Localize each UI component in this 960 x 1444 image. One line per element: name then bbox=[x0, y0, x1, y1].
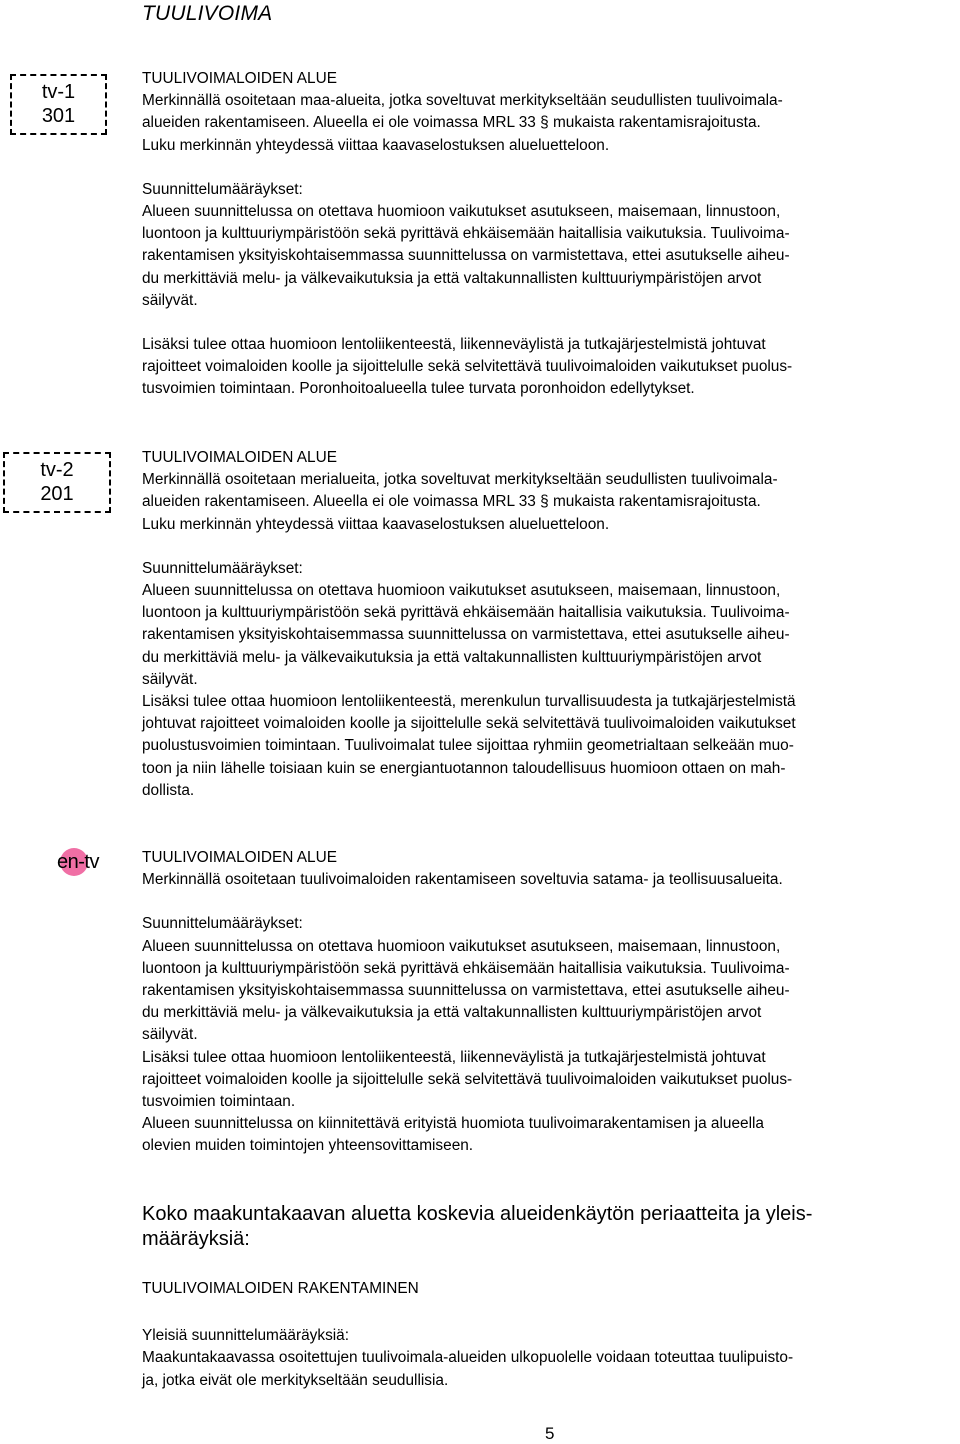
tv1-reg-line: du merkittäviä melu- ja välkevaikutuksia ja että valtakunnallisten kulttuuriympäristöjen arvot bbox=[142, 269, 762, 287]
tv1-line: Merkinnällä osoitetaan maa-alueita, jotka soveltuvat merkitykseltään seudullisten tuulivoimala- bbox=[142, 92, 783, 110]
entv-reg-line: luontoon ja kulttuuriympäristöön sekä pyrittävä ehkäisemään haitallisia vaikutuksia. Tuulivoima- bbox=[142, 959, 790, 977]
general-heading bbox=[142, 1202, 942, 1252]
tv1-regulations-label: Suunnittelumääräykset: bbox=[142, 180, 303, 198]
tv1-symbol bbox=[10, 74, 107, 135]
tv2-heading: TUULIVOIMALOIDEN ALUE bbox=[142, 449, 337, 466]
tv1-line: Luku merkinnän yhteydessä viittaa kaavaselostuksen alueluetteloon. bbox=[142, 136, 610, 154]
tv2-reg-line: säilyvät. bbox=[142, 670, 198, 688]
tv1-heading: TUULIVOIMALOIDEN ALUE bbox=[142, 70, 337, 87]
tv2-line: alueiden rakentamiseen. Alueella ei ole voimassa MRL 33 § mukaista rakentamisrajoitusta. bbox=[142, 493, 761, 511]
general-reg-line: ja, jotka eivät ole merkitykseltään seudullisia. bbox=[142, 1371, 449, 1389]
tv1-extra-line: rajoitteet voimaloiden koolle ja sijoittelulle sekä selvitettävä tuulivoimaloiden vaikutukset puolus- bbox=[142, 358, 793, 376]
general-heading-line: Koko maakuntakaavan aluetta koskevia alueidenkäytön periaatteita ja yleis- bbox=[142, 1203, 813, 1225]
entv-reg-line: Lisäksi tulee ottaa huomioon lentoliikenteestä, liikenneväylistä ja tutkajärjestelmistä johtuvat bbox=[142, 1048, 766, 1066]
entv-reg-line: tusvoimien toimintaan. bbox=[142, 1093, 296, 1111]
tv2-reg-line: toon ja niin lähelle toisiaan kuin se energiantuotannon taloudellisuus huomioon ottaen on mah- bbox=[142, 759, 786, 777]
page-number: 5 bbox=[545, 1424, 555, 1443]
tv1-symbol-code: tv-1 bbox=[41, 81, 76, 103]
entv-reg-line: Alueen suunnittelussa on kiinnitettävä erityistä huomiota tuulivoimarakentamisen ja alueella bbox=[142, 1115, 764, 1133]
tv1-reg-line: Alueen suunnittelussa on otettava huomioon vaikutukset asutukseen, maisemaan, linnustoon, bbox=[142, 203, 781, 221]
tv2-line: Luku merkinnän yhteydessä viittaa kaavaselostuksen alueluetteloon. bbox=[142, 515, 610, 533]
tv2-reg-line: du merkittäviä melu- ja välkevaikutuksia ja että valtakunnallisten kulttuuriympäristöjen arvot bbox=[142, 648, 762, 666]
tv1-symbol-number: 301 bbox=[41, 105, 76, 127]
general-section bbox=[142, 1278, 957, 1392]
entv-heading: TUULIVOIMALOIDEN ALUE bbox=[142, 849, 337, 866]
tv2-section bbox=[142, 447, 957, 802]
general-regulations-label: Yleisiä suunnittelumääräyksiä: bbox=[142, 1327, 350, 1345]
tv2-reg-line: Lisäksi tulee ottaa huomioon lentoliikenteestä, merenkulun turvallisuudesta ja tutkajärjestelmistä bbox=[142, 693, 796, 711]
tv1-extra-line: tusvoimien toimintaan. Poronhoitoalueella tulee turvata poronhoidon edellytykset. bbox=[142, 380, 695, 398]
entv-symbol bbox=[57, 846, 101, 878]
entv-reg-line: rakentamisen yksityiskohtaisemmassa suunnittelussa on varmistettava, ettei asutukselle aiheu- bbox=[142, 982, 790, 1000]
tv2-symbol bbox=[3, 452, 111, 513]
entv-regulations-label: Suunnittelumääräykset: bbox=[142, 915, 303, 933]
tv1-line: alueiden rakentamiseen. Alueella ei ole voimassa MRL 33 § mukaista rakentamisrajoitusta. bbox=[142, 114, 761, 132]
tv1-reg-line: säilyvät. bbox=[142, 291, 198, 309]
tv1-reg-line: luontoon ja kulttuuriympäristöön sekä pyrittävä ehkäisemään haitallisia vaikutuksia. Tuulivoima- bbox=[142, 225, 790, 243]
tv2-symbol-code: tv-2 bbox=[40, 459, 74, 481]
tv2-line: Merkinnällä osoitetaan merialueita, jotka soveltuvat merkitykseltään seudullisten tuulivoimala- bbox=[142, 471, 778, 489]
entv-reg-line: du merkittäviä melu- ja välkevaikutuksia ja että valtakunnallisten kulttuuriympäristöjen arvot bbox=[142, 1004, 762, 1022]
entv-reg-line: olevien muiden toimintojen yhteensovittamiseen. bbox=[142, 1137, 474, 1155]
general-reg-line: Maakuntakaavassa osoitettujen tuulivoimala-alueiden ulkopuolelle voidaan toteuttaa tuulipuisto- bbox=[142, 1349, 794, 1367]
tv2-reg-line: luontoon ja kulttuuriympäristöön sekä pyrittävä ehkäisemään haitallisia vaikutuksia. Tuulivoima- bbox=[142, 604, 790, 622]
general-heading-line: määräyksiä: bbox=[142, 1228, 250, 1250]
entv-line: Merkinnällä osoitetaan tuulivoimaloiden rakentamiseen soveltuvia satama- ja teollisuusalueita. bbox=[142, 871, 783, 889]
tv1-section bbox=[142, 68, 957, 401]
tv2-reg-line: dollista. bbox=[142, 781, 195, 799]
tv1-reg-line: rakentamisen yksityiskohtaisemmassa suunnittelussa on varmistettava, ettei asutukselle aiheu- bbox=[142, 247, 790, 265]
entv-reg-line: rajoitteet voimaloiden koolle ja sijoittelulle sekä selvitettävä tuulivoimaloiden vaikutukset puolus- bbox=[142, 1070, 793, 1088]
entv-section bbox=[142, 847, 957, 1158]
entv-reg-line: Alueen suunnittelussa on otettava huomioon vaikutukset asutukseen, maisemaan, linnustoon, bbox=[142, 937, 781, 955]
general-subheading: TUULIVOIMALOIDEN RAKENTAMINEN bbox=[142, 1280, 419, 1297]
tv2-reg-line: Alueen suunnittelussa on otettava huomioon vaikutukset asutukseen, maisemaan, linnustoon, bbox=[142, 582, 781, 600]
tv1-extra-line: Lisäksi tulee ottaa huomioon lentoliikenteestä, liikenneväylistä ja tutkajärjestelmistä johtuvat bbox=[142, 336, 766, 354]
entv-reg-line: säilyvät. bbox=[142, 1026, 198, 1044]
page-title: TUULIVOIMA bbox=[142, 2, 273, 25]
tv2-reg-line: johtuvat rajoitteet voimaloiden koolle ja sijoittelulle sekä selvitettävä tuulivoimaloiden vaikutukset bbox=[142, 715, 796, 733]
tv2-reg-line: puolustusvoimien toimintaan. Tuulivoimalat tulee sijoittaa ryhmiin geometrialtaan selkeään muo- bbox=[142, 737, 794, 755]
tv2-regulations-label: Suunnittelumääräykset: bbox=[142, 559, 303, 577]
tv2-reg-line: rakentamisen yksityiskohtaisemmassa suunnittelussa on varmistettava, ettei asutukselle aiheu- bbox=[142, 626, 790, 644]
entv-symbol-label: en-tv bbox=[57, 851, 99, 873]
tv2-symbol-number: 201 bbox=[40, 483, 74, 505]
